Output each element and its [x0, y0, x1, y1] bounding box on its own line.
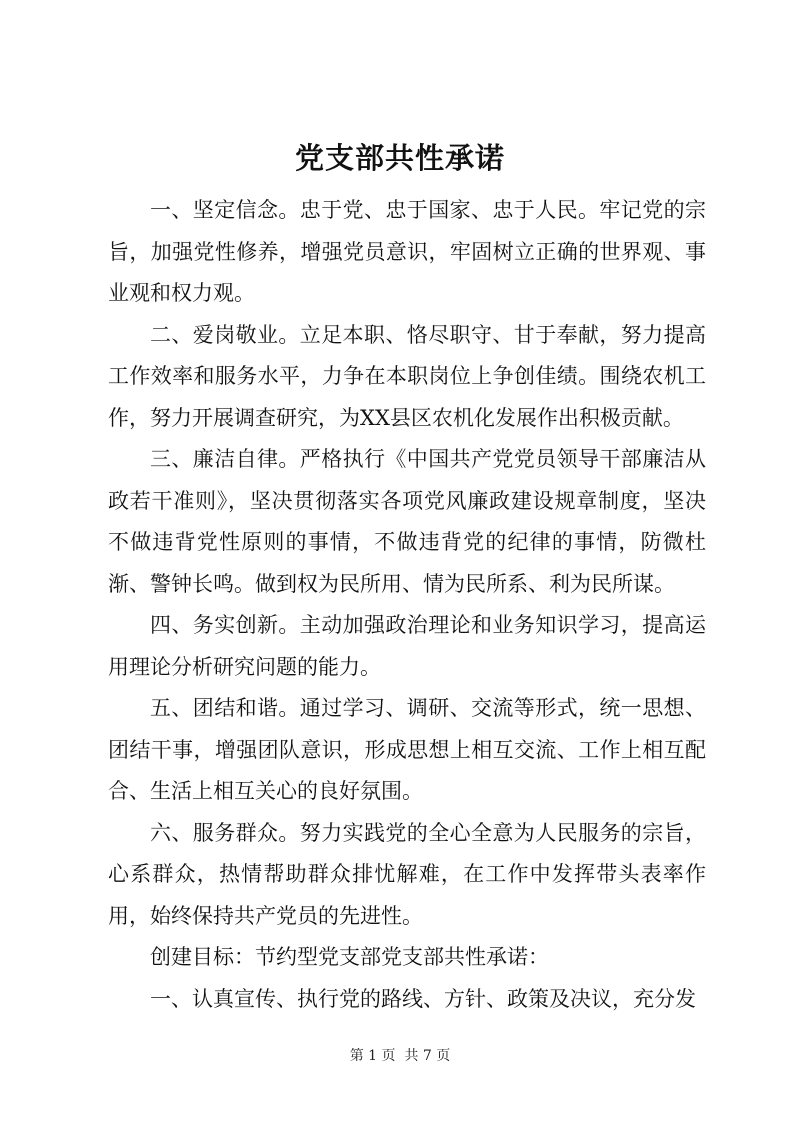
paragraph-4: 四、务实创新。主动加强政治理论和业务知识学习，提高运用理论分析研究问题的能力。	[108, 613, 706, 679]
paragraph-8: 一、认真宣传、执行党的路线、方针、政策及决议，充分发	[150, 986, 696, 1011]
page-number: 第 1 页	[349, 1048, 396, 1064]
paragraph-6: 六、服务群众。努力实践党的全心全意为人民服务的宗旨，心系群众，热情帮助群众排忧解难，在工作中发挥带头表率作用，始终保持共产党员的先进性。	[108, 820, 706, 928]
document-body	[108, 190, 706, 1020]
paragraph-5: 五、团结和谐。通过学习、调研、交流等形式，统一思想、团结干事，增强团队意识，形成思想上相互交流、工作上相互配合、生活上相互关心的良好氛围。	[108, 696, 706, 803]
paragraph-7: 创建目标：节约型党支部党支部共性承诺：	[150, 945, 549, 969]
page-total: 共 7 页	[404, 1048, 451, 1064]
paragraph-3: 三、廉洁自律。严格执行《中国共产党党员领导干部廉洁从政若干准则》，坚决贯彻落实各项党风廉政建设规章制度，坚决不做违背党性原则的事情，不做违背党的纪律的事情，防微杜渐、警钟长鸣。做到权为民所用、情为民所系、利为民所谋。	[108, 447, 706, 596]
paragraph-1: 一、坚定信念。忠于党、忠于国家、忠于人民。牢记党的宗旨，加强党性修养，增强党员意识，牢固树立正确的世界观、事业观和权力观。	[108, 198, 706, 305]
page-footer	[0, 1046, 800, 1066]
paragraph-2: 二、爱岗敬业。立足本职、恪尽职守、甘于奉献，努力提高工作效率和服务水平，力争在本职岗位上争创佳绩。围绕农机工作，努力开展调查研究，为XX县区农机化发展作出积极贡献。	[108, 322, 706, 430]
document-title: 党支部共性承诺	[294, 141, 505, 175]
